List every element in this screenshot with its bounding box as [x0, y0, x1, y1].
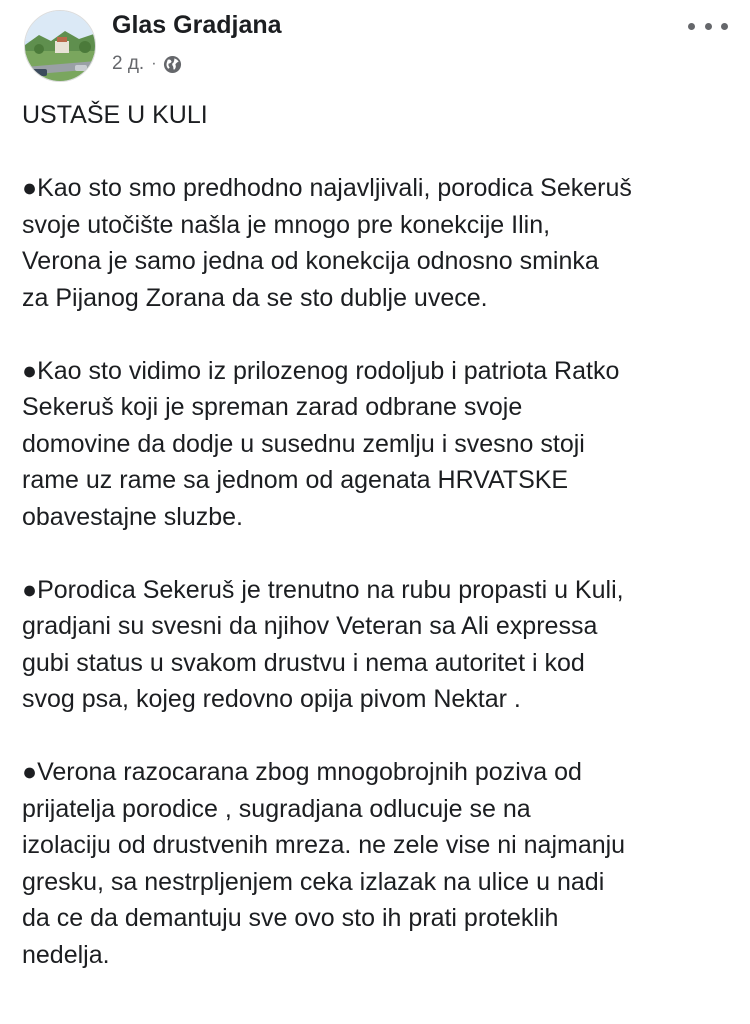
post-paragraph [22, 754, 734, 973]
post-line: ●Porodica Sekeruš je trenutno na rubu propasti u Kuli, [22, 575, 624, 604]
post-timestamp[interactable]: 2 д. [112, 53, 145, 74]
avatar[interactable] [24, 10, 96, 82]
post-line: ●Kao sto smo predhodno najavljivali, porodica Sekeruš [22, 174, 632, 202]
post-header [0, 0, 750, 96]
post-line: Verona je samo jedna od konekcija odnosno sminka [22, 247, 599, 275]
post-line: za Pijanog Zorana da se sto dublje uvece. [22, 283, 488, 312]
more-options-button[interactable] [688, 14, 728, 38]
post-title [22, 97, 734, 134]
post-line: obavestajne sluzbe. [22, 502, 243, 531]
post-line: svog psa, kojeg redovno opija pivom Nektar . [22, 685, 521, 713]
post-line: da ce da demantuju sve ovo sto ih prati proteklih [22, 904, 559, 932]
post-line: domovine da dodje u susednu zemlju i svesno stoji [22, 429, 585, 458]
more-dots-icon [688, 23, 695, 30]
post-line: gradjani su svesni da njihov Veteran sa Ali expressa [22, 612, 598, 640]
post-paragraph [22, 572, 734, 718]
globe-icon[interactable] [163, 55, 182, 74]
post-meta [112, 51, 182, 77]
meta-separator: · [151, 55, 157, 72]
post-line: ●Verona razocarana zbog mnogobrojnih poziva od [22, 758, 582, 786]
post-line: prijatelja porodice , sugradjana odlucuje se na [22, 794, 531, 823]
post-paragraph [22, 170, 734, 316]
post-text [22, 97, 734, 1010]
post-line: rame uz rame sa jednom od agenata HRVATSKE [22, 466, 569, 494]
post-line: izolaciju od drustvenih mreza. ne zele vise ni najmanju [22, 831, 626, 859]
post-line: gresku, sa nestrpljenjem ceka izlazak na ulice u nadi [22, 867, 605, 896]
more-dots-icon [705, 23, 712, 30]
more-dots-icon [721, 23, 728, 30]
post-line: svoje utočište našla je mnogo pre konekcije Ilin, [22, 210, 551, 239]
post-title-line: USTAŠE U KULI [22, 101, 208, 129]
page-name[interactable]: Glas Gradjana [112, 11, 282, 39]
post-line: Sekeruš koji je spreman zarad odbrane svoje [22, 393, 523, 421]
post-paragraph [22, 353, 734, 536]
post-line: ●Kao sto vidimo iz prilozenog rodoljub i patriota Ratko [22, 356, 620, 385]
post-line: gubi status u svakom drustvu i nema autoritet i kod [22, 648, 585, 677]
post-line: nedelja. [22, 940, 110, 969]
